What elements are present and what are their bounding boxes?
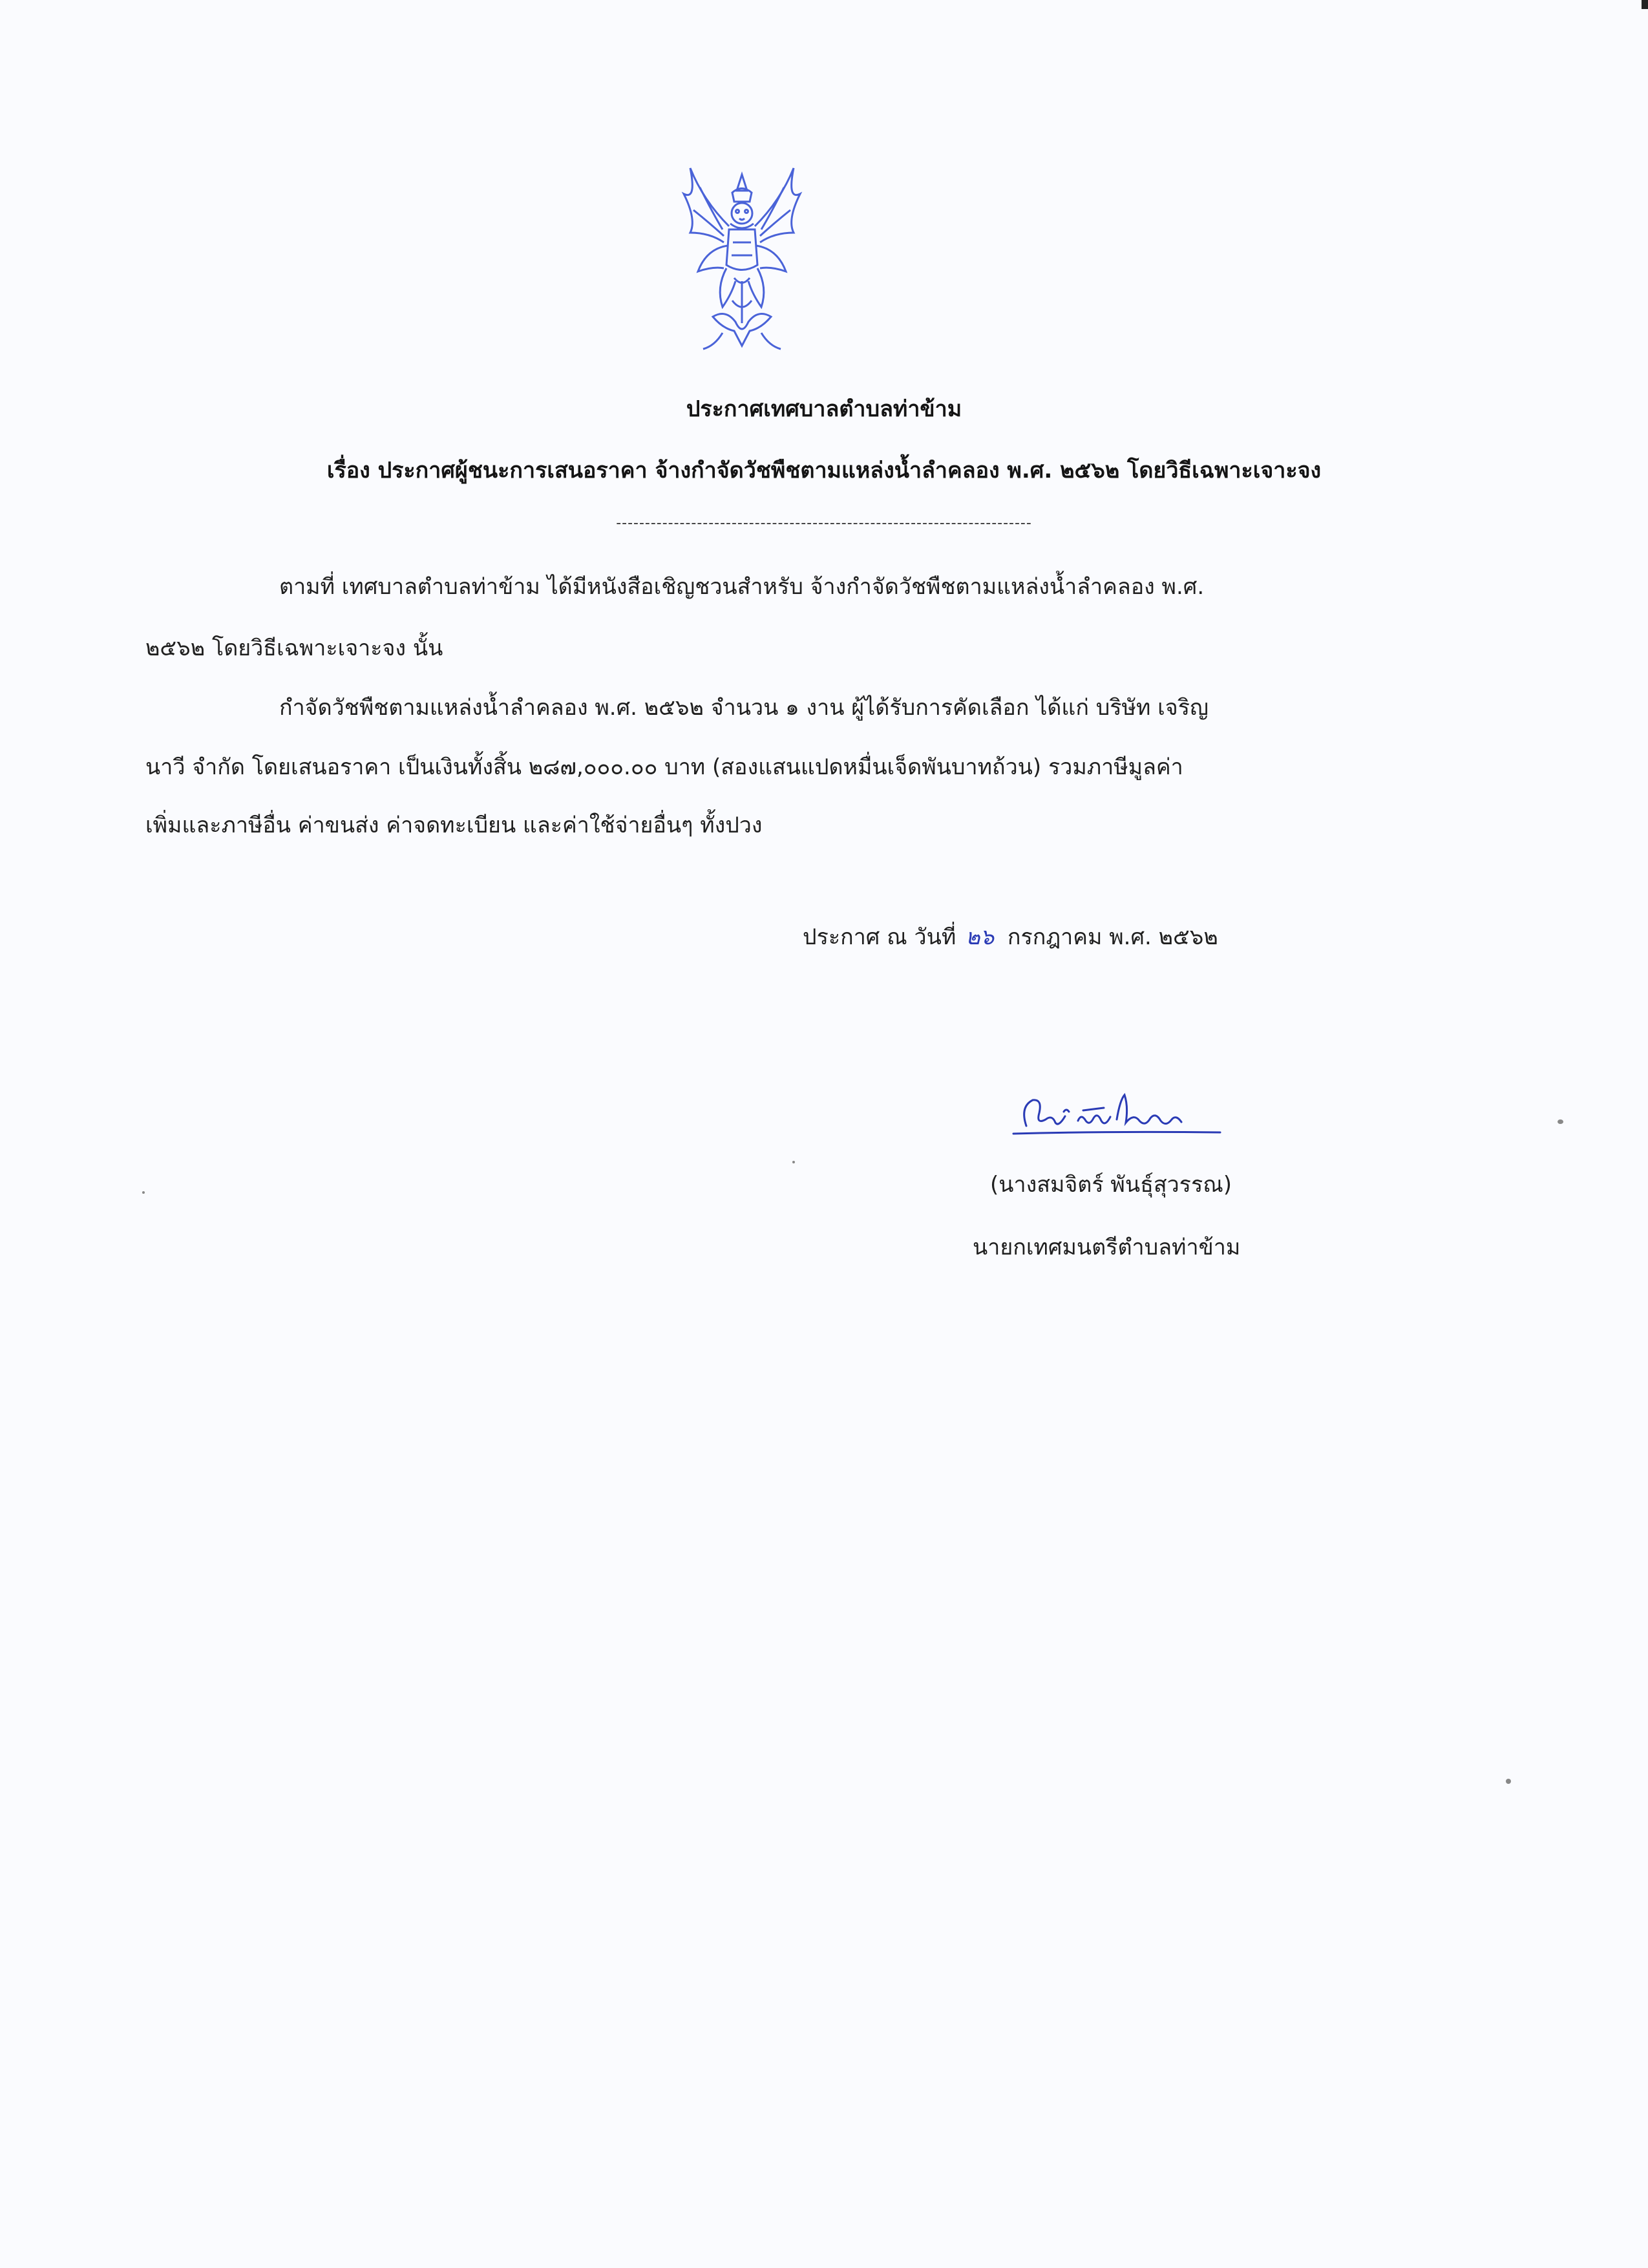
- body-line-4: นาวี จำกัด โดยเสนอราคา เป็นเงินทั้งสิ้น ๒๘๗,๐๐๐.๐๐ บาท (สองแสนแปดหมื่นเจ็ดพันบาทถ้วน) รวมภาษีมูลค่า: [145, 754, 1183, 780]
- body-line-2: ๒๕๖๒ โดยวิธีเฉพาะเจาะจง นั้น: [145, 635, 443, 661]
- handwritten-signature: [1007, 1087, 1240, 1149]
- garuda-emblem-icon: [677, 162, 807, 355]
- body-line-3: กำจัดวัชพืชตามแหล่งน้ำลำคลอง พ.ศ. ๒๕๖๒ จำนวน ๑ งาน ผู้ได้รับการคัดเลือก ได้แก่ บริษัท เจริญ: [279, 695, 1209, 721]
- scan-speck: [1506, 1779, 1511, 1784]
- body-line-5: เพิ่มและภาษีอื่น ค่าขนส่ง ค่าจดทะเบียน และค่าใช้จ่ายอื่นๆ ทั้งปวง: [145, 812, 763, 838]
- signer-name: (นางสมจิตร์ พันธุ์สุวรรณ): [990, 1172, 1232, 1198]
- handwritten-day: ๒๖: [966, 924, 995, 950]
- body-line-1: ตามที่ เทศบาลตำบลท่าข้าม ได้มีหนังสือเชิญชวนสำหรับ จ้างกำจัดวัชพืชตามแหล่งน้ำลำคลอง พ.ศ.: [279, 574, 1205, 600]
- scan-edge-mark: [1642, 0, 1648, 9]
- scan-speck: [792, 1161, 795, 1163]
- date-month-year: กรกฎาคม พ.ศ. ๒๕๖๒: [1007, 924, 1218, 950]
- announcement-title: ประกาศเทศบาลตำบลท่าข้าม: [686, 396, 962, 422]
- announcement-date: [803, 921, 1218, 953]
- signer-position: นายกเทศมนตรีตำบลท่าข้าม: [973, 1235, 1241, 1260]
- scan-speck: [142, 1191, 145, 1194]
- scan-speck: [1558, 1119, 1563, 1124]
- announcement-subject: เรื่อง ประกาศผู้ชนะการเสนอราคา จ้างกำจัดวัชพืชตามแหล่งน้ำลำคลอง พ.ศ. ๒๕๖๒ โดยวิธีเฉพาะเจาะจง: [326, 458, 1322, 483]
- date-prefix: ประกาศ ณ วันที่: [803, 924, 956, 950]
- divider-line: ------------------------------------------------------------------------: [616, 515, 1032, 531]
